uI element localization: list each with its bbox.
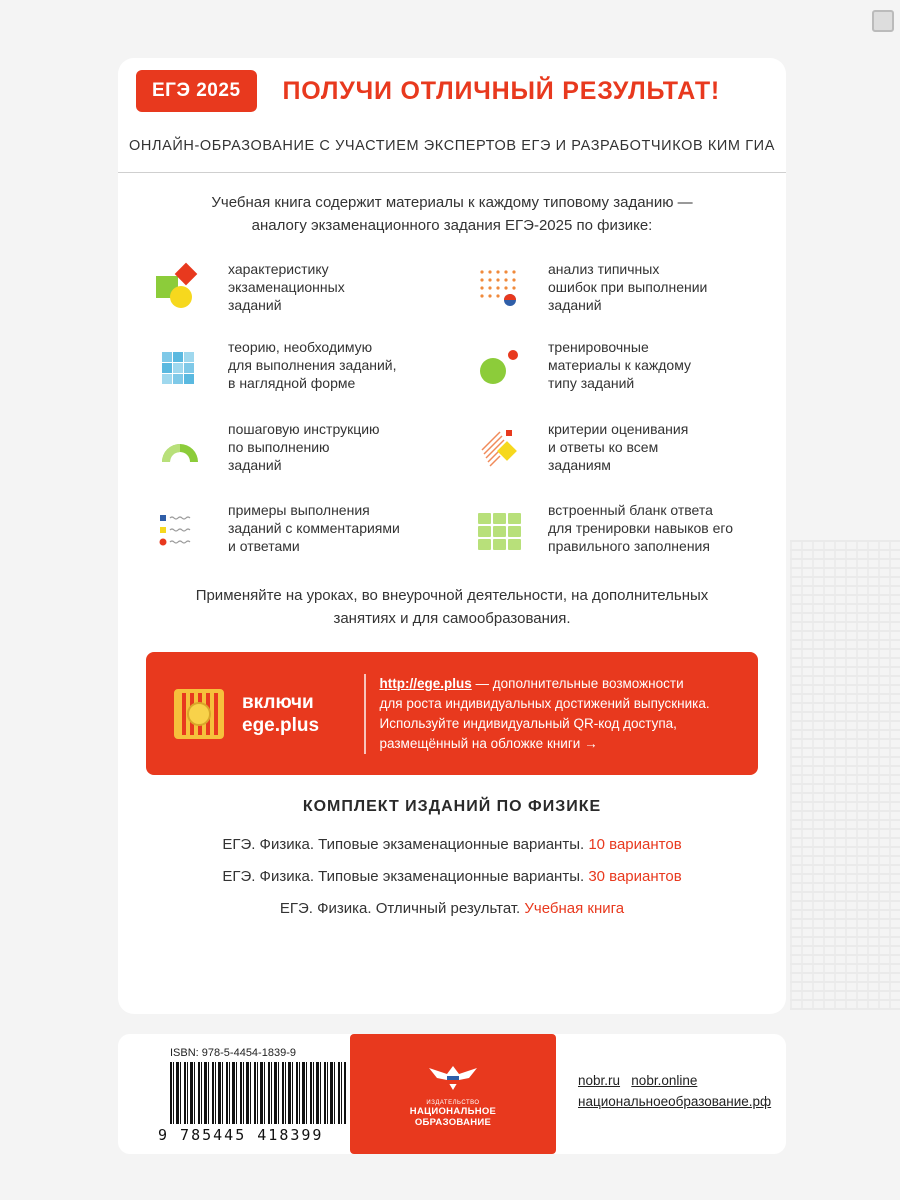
banner-desc-line-4: размещённый на обложке книги → (379, 735, 598, 751)
barcode (170, 1062, 346, 1124)
publisher-logo-block (350, 1034, 556, 1154)
series-item-highlight: Учебная книга (524, 900, 625, 917)
ege-plus-banner (146, 652, 758, 775)
header (136, 70, 720, 112)
series-item-text: ЕГЭ. Физика. Типовые экзаменационные варианты. (222, 868, 589, 885)
circles-icon (472, 340, 528, 396)
subheadline: ОНЛАЙН-ОБРАЗОВАНИЕ С УЧАСТИЕМ ЭКСПЕРТОВ ЕГЭ И РАЗРАБОТЧИКОВ КИМ ГИА (129, 138, 775, 154)
feature-item (152, 338, 397, 396)
series-item (118, 900, 786, 917)
link-national-education[interactable]: национальноеобразование.рф (578, 1094, 772, 1109)
publisher-name-line-2: ОБРАЗОВАНИЕ (414, 1117, 492, 1128)
banner-label (242, 691, 352, 737)
divider (118, 172, 786, 173)
eagle-logo-icon (425, 1060, 481, 1094)
list-icon (152, 503, 208, 559)
series-item (118, 836, 786, 853)
series-item-text: ЕГЭ. Физика. Типовые экзаменационные варианты. (222, 836, 589, 853)
feature-text: характеристику экзаменационных заданий (228, 261, 345, 313)
feature-item (152, 260, 345, 318)
publisher-name (410, 1106, 496, 1128)
footer (118, 1034, 786, 1154)
feature-text: теорию, необходимую для выполнения заданий, в наглядной форме (228, 339, 397, 391)
series-title: КОМПЛЕКТ ИЗДАНИЙ ПО ФИЗИКЕ (302, 798, 602, 815)
link-nobr-ru[interactable]: nobr.ru (578, 1073, 621, 1088)
banner-desc-line-3: Используйте индивидуальный QR-код доступа, (379, 715, 677, 731)
series-item-highlight: 10 вариантов (588, 836, 682, 853)
feature-text: примеры выполнения заданий с комментариями и ответами (228, 502, 400, 554)
banner-description (380, 674, 710, 754)
banner-separator (364, 674, 366, 754)
feature-text: тренировочные материалы к каждому типу заданий (548, 339, 691, 391)
feature-text: встроенный бланк ответа для тренировки навыков его правильного заполнения (548, 502, 733, 554)
publisher-name-line-1: НАЦИОНАЛЬНОЕ (409, 1106, 497, 1117)
feature-item (152, 501, 400, 559)
grid-icon (152, 340, 208, 396)
feature-item (472, 338, 691, 396)
feature-item (472, 501, 733, 559)
feature-item (152, 420, 380, 478)
ege-plus-link[interactable]: http://ege.plus (379, 675, 472, 691)
arc-icon (152, 422, 208, 478)
banner-label-line-1: включи (242, 691, 314, 713)
usage-line-2: занятиях и для самообразования. (333, 610, 571, 627)
intro-text (118, 191, 786, 237)
banner-desc-line-1: — дополнительные возможности (471, 675, 684, 691)
corner-mark (872, 10, 894, 32)
main-card (118, 58, 786, 1014)
isbn: ISBN: 978-5-4454-1839-9 (170, 1047, 296, 1059)
feature-item (472, 420, 688, 478)
usage-line-1: Применяйте на уроках, во внеурочной деятельности, на дополнительных (195, 587, 709, 604)
feature-item (472, 260, 707, 318)
answer-sheet-icon (472, 503, 528, 559)
feature-text: пошаговую инструкцию по выполнению заданий (228, 421, 380, 473)
qr-code-icon (174, 689, 224, 739)
shapes-icon (152, 262, 208, 318)
link-nobr-online[interactable]: nobr.online (631, 1073, 698, 1088)
diamond-icon (472, 422, 528, 478)
series-item-text: ЕГЭ. Физика. Отличный результат. (279, 900, 525, 917)
series-item-highlight: 30 вариантов (588, 868, 682, 885)
publisher-caption: ИЗДАТЕЛЬСТВО (426, 1100, 480, 1106)
exam-badge: ЕГЭ 2025 (136, 70, 257, 112)
usage-text (118, 584, 786, 630)
background-maze-pattern (790, 540, 900, 1010)
series-item (118, 868, 786, 885)
feature-text: анализ типичных ошибок при выполнении заданий (548, 261, 708, 313)
banner-label-line-2: ege.plus (242, 714, 320, 736)
intro-line-2: аналогу экзаменационного задания ЕГЭ-2025 по физике: (251, 217, 653, 234)
feature-text: критерии оценивания и ответы ко всем заданиям (548, 421, 689, 473)
intro-line-1: Учебная книга содержит материалы к каждому типовому заданию — (211, 194, 693, 211)
barcode-number: 9 785445 418399 (158, 1126, 324, 1144)
publisher-links (578, 1070, 771, 1112)
dot-grid-icon (472, 262, 528, 318)
banner-desc-line-2: для роста индивидуальных достижений выпускника. (379, 695, 710, 711)
headline: ПОЛУЧИ ОТЛИЧНЫЙ РЕЗУЛЬТАТ! (282, 76, 721, 105)
